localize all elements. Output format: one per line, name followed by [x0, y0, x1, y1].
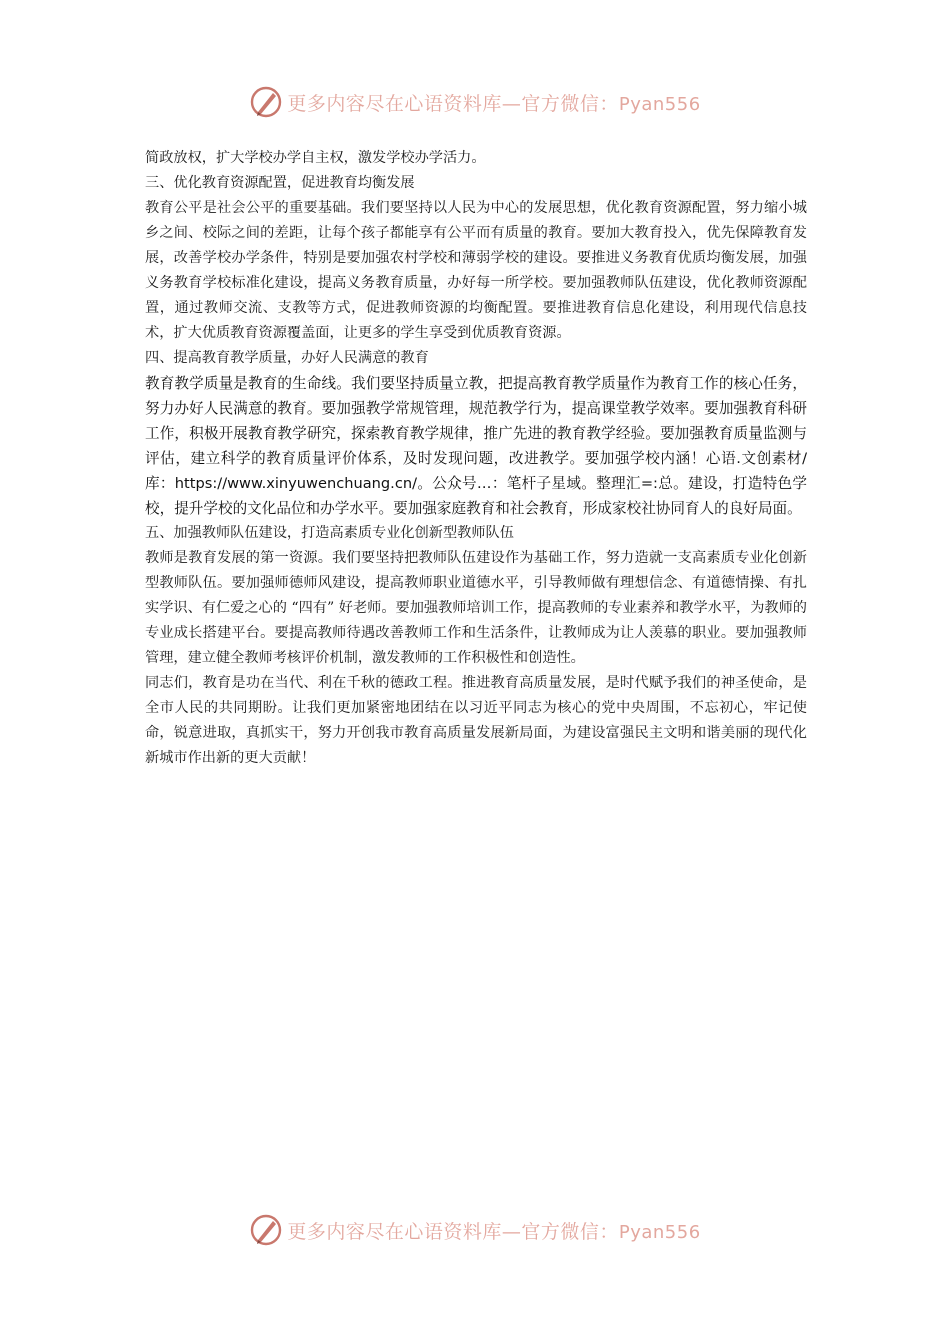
header-banner	[0, 82, 950, 122]
banner-wechat: Pyan556	[618, 93, 701, 115]
section-heading: 三、优化教育资源配置，促进教育均衡发展	[145, 175, 415, 191]
pen-logo-icon	[249, 85, 283, 119]
pen-logo-icon	[249, 1213, 283, 1247]
banner-text: 更多内容尽在心语资料库—官方微信：Pyan556	[287, 92, 701, 115]
banner-text: 更多内容尽在心语资料库—官方微信：Pyan556	[287, 1220, 701, 1243]
footer-banner	[0, 1210, 950, 1250]
document-body	[145, 146, 807, 771]
paragraph: 教育教学质量是教育的生命线。我们要坚持质量立教，把提高教育教学质量作为教育工作的核心任务，努力办好人民满意的教育。要加强教学常规管理，规范教学行为，提高课堂教学效率。要加强教育科研工作，积极开展教育教学研究，探索教育教学规律，推广先进的教育教学经验。要加强教育质量监测与评估，建立科学的教育质量评价体系，及时发现问题，改进教学。要加强学校内涵！心语.文创素材/库：https://www.xinyuwenchuang.cn/。公众号…：笔杆子星域。整理汇=:总。建设，打造特色学校，提升学校的文化品位和办学水平。要加强家庭教育和社会教育，形成家校社协同育人的良好局面。	[145, 375, 807, 517]
paragraph: 教育公平是社会公平的重要基础。我们要坚持以人民为中心的发展思想，优化教育资源配置，努力缩小城乡之间、校际之间的差距，让每个孩子都能享有公平而有质量的教育。要加大教育投入，优先保障教育发展，改善学校办学条件，特别是要加强农村学校和薄弱学校的建设。要推进义务教育优质均衡发展，加强义务教育学校标准化建设，提高义务教育质量，办好每一所学校。要加强教师队伍建设，优化教师资源配置，通过教师交流、支教等方式，促进教师资源的均衡配置。要推进教育信息化建设，利用现代信息技术，扩大优质教育资源覆盖面，让更多的学生享受到优质教育资源。	[145, 200, 807, 341]
paragraph: 简政放权，扩大学校办学自主权，激发学校办学活力。	[145, 150, 486, 166]
section-heading: 四、提高教育教学质量，办好人民满意的教育	[145, 350, 429, 366]
section-heading: 五、加强教师队伍建设，打造高素质专业化创新型教师队伍	[145, 525, 514, 541]
banner-wechat: Pyan556	[618, 1221, 701, 1243]
paragraph: 教师是教育发展的第一资源。我们要坚持把教师队伍建设作为基础工作，努力造就一支高素质专业化创新型教师队伍。要加强师德师风建设，提高教师职业道德水平，引导教师做有理想信念、有道德情操、有扎实学识、有仁爱之心的 “四有” 好老师。要加强教师培训工作，提高教师的专业素养和教学水平，为教师的专业成长搭建平台。要提高教师待遇改善教师工作和生活条件，让教师成为让人羡慕的职业。要加强教师管理，建立健全教师考核评价机制，激发教师的工作积极性和创造性。	[145, 550, 807, 666]
paragraph: 同志们，教育是功在当代、利在千秋的德政工程。推进教育高质量发展，是时代赋予我们的神圣使命，是全市人民的共同期盼。让我们更加紧密地团结在以习近平同志为核心的党中央周围，不忘初心，牢记使命，锐意进取，真抓实干，努力开创我市教育高质量发展新局面，为建设富强民主文明和谐美丽的现代化新城市作出新的更大贡献！	[145, 675, 807, 766]
